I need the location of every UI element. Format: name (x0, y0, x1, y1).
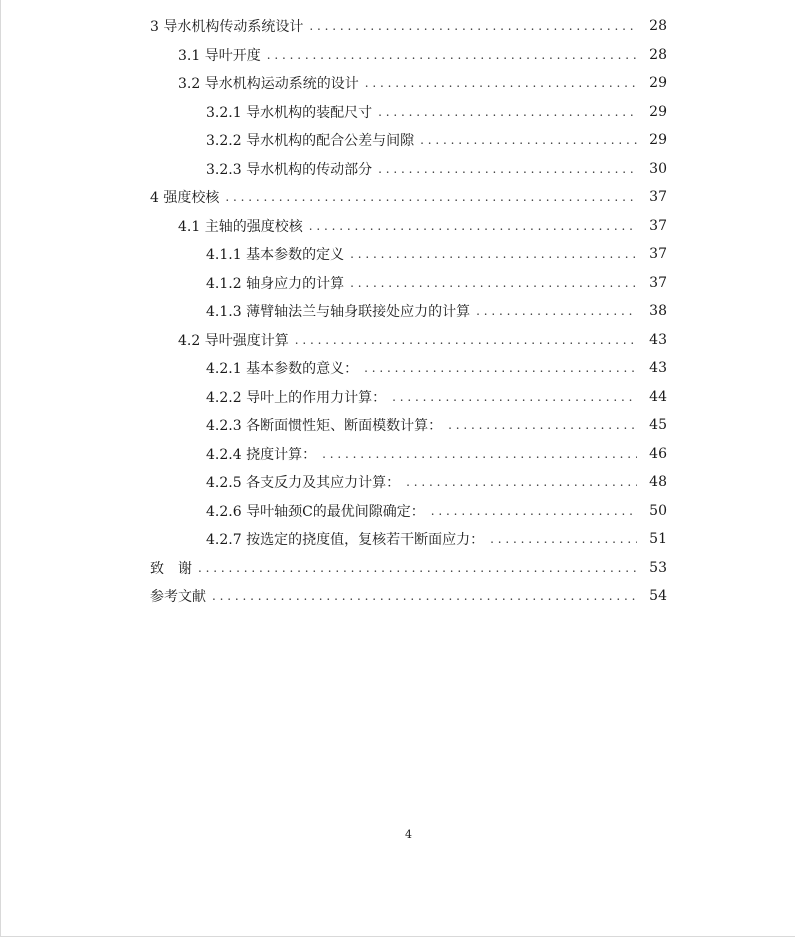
toc-entry[interactable] (1, 411, 795, 440)
toc-entry-page: 38 (649, 303, 667, 320)
toc-entry-title: 4.2.2 导叶上的作用力计算： (206, 387, 392, 407)
toc-leader-dots (378, 159, 637, 179)
toc-entry-page: 29 (649, 103, 667, 120)
toc-leader-dots (406, 472, 637, 492)
toc-entry-title: 4.2.7 按选定的挠度值，复核若干断面应力： (206, 529, 490, 549)
toc-entry-title: 3.1 导叶开度 (178, 45, 267, 65)
toc-leader-dots (365, 73, 637, 93)
table-of-contents (1, 12, 795, 611)
toc-entry-title: 4.2.4 挠度计算： (206, 444, 322, 464)
toc-entry-page: 28 (649, 46, 667, 63)
toc-entry[interactable] (1, 69, 795, 98)
toc-entry[interactable] (1, 212, 795, 241)
toc-entry-page: 43 (649, 331, 667, 348)
toc-leader-dots (448, 415, 637, 435)
toc-entry[interactable] (1, 12, 795, 41)
toc-entry-title: 4.1.1 基本参数的定义 (206, 244, 350, 264)
toc-entry-title: 4.2.1 基本参数的意义： (206, 358, 364, 378)
toc-entry-title: 4.2 导叶强度计算 (178, 330, 295, 350)
toc-leader-dots (364, 358, 637, 378)
toc-entry-title: 4.2.5 各支反力及其应力计算： (206, 472, 406, 492)
toc-entry[interactable] (1, 326, 795, 355)
toc-entry[interactable] (1, 41, 795, 70)
page-number: 4 (405, 828, 412, 841)
toc-entry-page: 37 (649, 189, 667, 206)
toc-entry-title: 4.2.3 各断面惯性矩、断面模数计算： (206, 415, 448, 435)
toc-leader-dots (225, 187, 637, 207)
toc-leader-dots (350, 273, 637, 293)
toc-leader-dots (490, 529, 637, 549)
toc-entry-page: 43 (649, 360, 667, 377)
toc-leader-dots (392, 387, 637, 407)
toc-entry-page: 37 (649, 246, 667, 263)
toc-entry-title: 4.1 主轴的强度校核 (178, 216, 309, 236)
toc-entry-page: 45 (649, 417, 667, 434)
toc-entry[interactable] (1, 554, 795, 583)
toc-entry-title: 4.1.3 薄臂轴法兰与轴身联接处应力的计算 (206, 301, 476, 321)
toc-leader-dots (198, 558, 637, 578)
toc-entry-title: 4.2.6 导叶轴颈C的最优间隙确定： (206, 501, 431, 521)
toc-entry-page: 29 (649, 132, 667, 149)
toc-entry-page: 48 (649, 474, 667, 491)
toc-entry-title: 4.1.2 轴身应力的计算 (206, 273, 350, 293)
toc-leader-dots (431, 501, 637, 521)
toc-entry-title: 3.2.1 导水机构的装配尺寸 (206, 102, 378, 122)
toc-entry-title: 3 导水机构传动系统设计 (150, 16, 309, 36)
toc-entry[interactable] (1, 98, 795, 127)
toc-entry[interactable] (1, 155, 795, 184)
toc-entry[interactable] (1, 468, 795, 497)
toc-entry[interactable] (1, 383, 795, 412)
toc-leader-dots (295, 330, 637, 350)
toc-entry-page: 53 (649, 559, 667, 576)
toc-entry-title: 3.2 导水机构运动系统的设计 (178, 73, 365, 93)
toc-entry-page: 51 (649, 531, 667, 548)
toc-entry-title: 3.2.3 导水机构的传动部分 (206, 159, 378, 179)
toc-leader-dots (350, 244, 637, 264)
toc-entry-page: 54 (649, 588, 667, 605)
toc-entry[interactable] (1, 354, 795, 383)
toc-entry-page: 28 (649, 18, 667, 35)
toc-entry-title: 致 谢 (150, 558, 198, 578)
toc-leader-dots (309, 16, 637, 36)
toc-entry[interactable] (1, 269, 795, 298)
toc-leader-dots (309, 216, 637, 236)
toc-leader-dots (212, 586, 637, 606)
toc-entry-title: 参考文献 (150, 586, 212, 606)
toc-leader-dots (378, 102, 637, 122)
toc-entry[interactable] (1, 240, 795, 269)
toc-entry-title: 3.2.2 导水机构的配合公差与间隙 (206, 130, 420, 150)
toc-entry[interactable] (1, 497, 795, 526)
toc-entry[interactable] (1, 440, 795, 469)
toc-entry[interactable] (1, 126, 795, 155)
toc-leader-dots (322, 444, 637, 464)
toc-entry-page: 46 (649, 445, 667, 462)
toc-entry-page: 37 (649, 217, 667, 234)
toc-entry-page: 50 (649, 502, 667, 519)
toc-entry-page: 29 (649, 75, 667, 92)
toc-entry-page: 37 (649, 274, 667, 291)
toc-entry-title: 4 强度校核 (150, 187, 225, 207)
toc-leader-dots (267, 45, 637, 65)
toc-entry-page: 30 (649, 160, 667, 177)
toc-entry-page: 44 (649, 388, 667, 405)
toc-leader-dots (476, 301, 637, 321)
toc-entry[interactable] (1, 183, 795, 212)
toc-leader-dots (420, 130, 637, 150)
toc-entry[interactable] (1, 582, 795, 611)
toc-entry[interactable] (1, 525, 795, 554)
toc-entry[interactable] (1, 297, 795, 326)
